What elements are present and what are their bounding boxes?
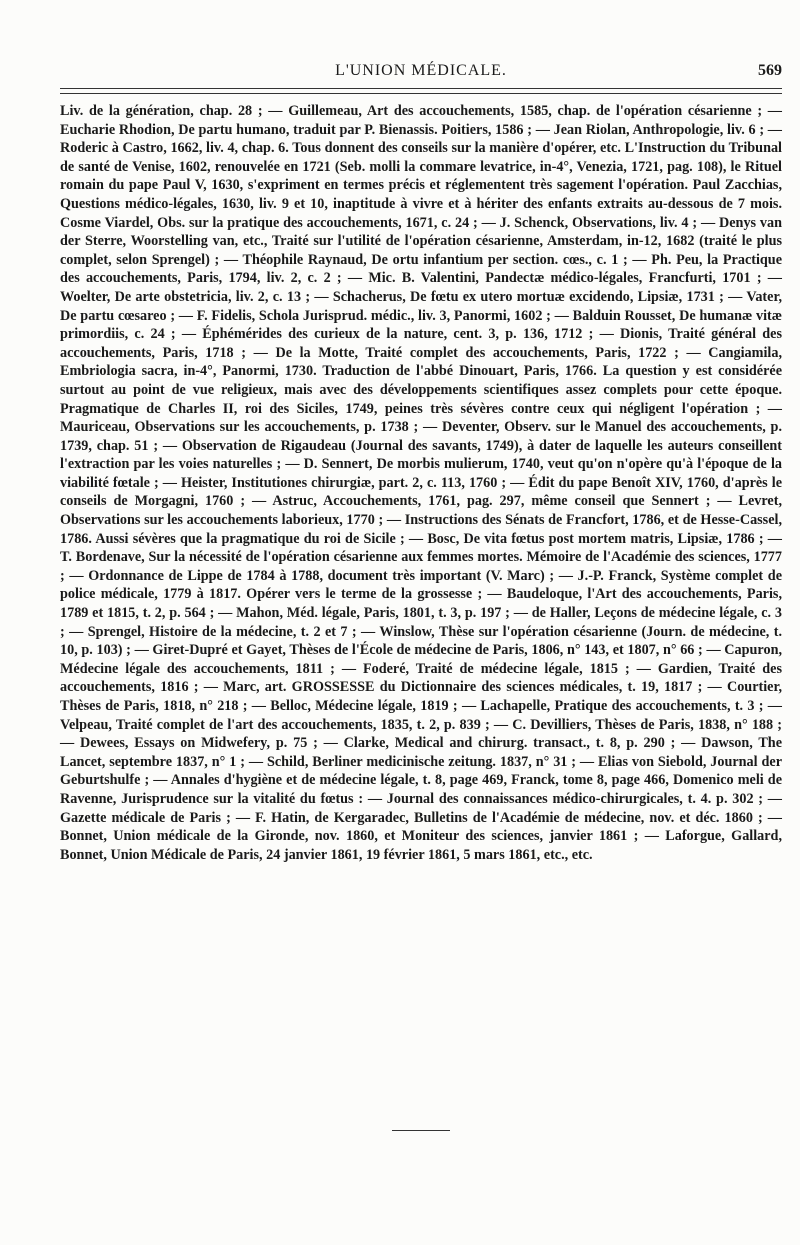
show-through-footnote: [60, 1182, 782, 1230]
page-number: 569: [758, 62, 782, 79]
running-title: L'UNION MÉDICALE.: [335, 62, 507, 79]
document-page: [60, 0, 782, 1245]
section-divider-rule: [392, 1130, 450, 1131]
footnote-bibliography: Liv. de la génération, chap. 28 ; — Guillemeau, Art des accouchements, 1585, chap. de l'opération césarienne ; — Eucharie Rhodion, De partu humano, traduit par P. Bienassis. Poitiers, 1586 ; — Jean Riolan, Anthropologie, liv. 6 ; — Roderic à Castro, 1662, liv. 4, chap. 6. Tous donnent des conseils sur la manière d'opérer, etc. L'Instruction du Tribunal de santé de Venise, 1602, renouvelée en 1721 (Seb. molli la commare levatrice, in-4°, Venezia, 1721, pag. 108), le Rituel romain du pape Paul V, 1630, s'expriment en termes précis et réglementent très sagement l'opération. Paul Zacchias, Questions médico-légales, 1630, liv. 9 et 10, inaptitude à vivre et à hériter des enfants extraits au-dessous de 7 mois. Cosme Viardel, Obs. sur la pratique des accouchements, 1671, c. 24 ; — J. Schenck, Observations, liv. 4 ; — Denys van der Sterre, Woorstelling van, etc., Traité sur l'utilité de l'opération césarienne, Amsterdam, in-12, 1682 (traité le plus complet, selon Sprengel) ; — Théophile Raynaud, De ortu infantium per section. cœs., c. 1 ; — Ph. Peu, la Practique des accouchements, Paris, 1794, liv. 2, c. 2 ; — Mic. B. Valentini, Pandectæ médico-légales, Francfurti, 1701 ; — Woelter, De arte obstetricia, liv. 2, c. 13 ; — Schacherus, De fœtu ex utero mortuæ excidendo, Lipsiæ, 1731 ; — Vater, De partu cœsareo ; — F. Fidelis, Schola Jurisprud. médic., liv. 3, Panormi, 1602 ; — Balduin Rousset, De humanæ vitæ primordiis, c. 24 ; — Éphémérides des curieux de la nature, cent. 3, p. 136, 1712 ; — Dionis, Traité général des accouchements, Paris, 1718 ; — De la Motte, Traité complet des accouchements, Paris, 1722 ; — Cangiamila, Embriologia sacra, in-4°, Panormi, 1730. Traduction de l'abbé Dinouart, Paris, 1766. La question y est considérée surtout au point de vue religieux, mais avec des développements scientifiques assez complets pour cette époque. Pragmatique de Charles II, roi des Siciles, 1749, peines très sévères contre ceux qui négligent l'opération ; — Mauriceau, Observations sur les accouchements, p. 1738 ; — Deventer, Observ. sur le Manuel des accouchements, p. 1739, chap. 51 ; — Observation de Rigaudeau (Journal des savants, 1749), à dater de laquelle les auteurs conseillent l'extraction par les voies naturelles ; — D. Sennert, De morbis mulierum, 1740, veut qu'on n'opère qu'à l'époque de la viabilité fœtale ; — Heister, Institutiones chirurgiæ, part. 2, c. 113, 1760 ; — Édit du pape Benoît XIV, 1760, d'après le conseils de Morgagni, 1760 ; — Astruc, Accouchements, 1761, pag. 297, même conseil que Sennert ; — Levret, Observations sur les accouchements laborieux, 1770 ; — Instructions des Sénats de Francfort, 1786, et de Hesse-Cassel, 1786. Aussi sévères que la pragmatique du roi de Sicile ; — Bosc, De vita fœtus post mortem matris, Lipsiæ, 1786 ; — T. Bordenave, Sur la nécessité de l'opération césarienne aux femmes mortes. Mémoire de l'Académie des sciences, 1777 ; — Ordonnance de Lippe de 1784 à 1788, document très important (V. Marc) ; — J.-P. Franck, Système complet de police médicale, 1779 à 1817. Opérer vers le terme de la grossesse ; — Baudeloque, l'Art des accouchements, Paris, 1789 et 1815, t. 2, p. 564 ; — Mahon, Méd. légale, Paris, 1801, t. 3, p. 197 ; — de Haller, Leçons de médecine légale, c. 3 ; — Sprengel, Histoire de la médecine, t. 2 et 7 ; — Winslow, Thèse sur l'opération césarienne (Journ. de médecine, t. 10, p. 103) ; — Giret-Dupré et Gayet, Thèses de l'École de médecine de Paris, 1806, n° 143, et 1807, n° 66 ; — Capuron, Médecine légale des accouchements, 1811 ; — Foderé, Traité de médecine légale, 1815 ; — Gardien, Traité des accouchements, 1816 ; — Marc, art. GROSSESSE du Dictionnaire des sciences médicales, t. 19, 1817 ; — Courtier, Thèses de Paris, 1818, n° 218 ; — Belloc, Médecine légale, 1819 ; — Lachapelle, Pratique des accouchements, t. 3 ; — Velpeau, Traité complet de l'art des accouchements, 1835, t. 2, p. 839 ; — C. Devilliers, Thèses de Paris, 1838, n° 188 ; — Dewees, Essays on Midwefery, p. 75 ; — Clarke, Medical and chirurg. transact., t. 8, p. 290 ; — Dawson, The Lancet, septembre 1837, n° 1 ; — Schild, Berliner medicinische zeitung. 1837, n° 31 ; — Elias von Siebold, Journal der Geburtshulfe ; — Annales d'hygiène et de médecine légale, t. 8, page 469, Franck, tome 8, page 466, Domenico meli de Ravenne, Jurisprudence sur la vitalité du fœtus : — Journal des connaissances médico-chirurgicales, t. 4. p. 302 ; — Gazette médicale de Paris ; — F. Hatin, de Kergaradec, Bulletins de l'Académie de médecine, nov. et déc. 1860 ; — Bonnet, Union médicale de la Gironde, nov. 1860, et Moniteur des sciences, janvier 1861 ; — Laforgue, Gallard, Bonnet, Union Médicale de Paris, 24 janvier 1861, 19 février 1861, 5 mars 1861, etc., etc.: [60, 103, 782, 863]
page-header: [60, 62, 782, 86]
header-rule-thin: [60, 93, 782, 94]
header-rule: [60, 88, 782, 89]
show-through-text: [60, 1048, 782, 1158]
